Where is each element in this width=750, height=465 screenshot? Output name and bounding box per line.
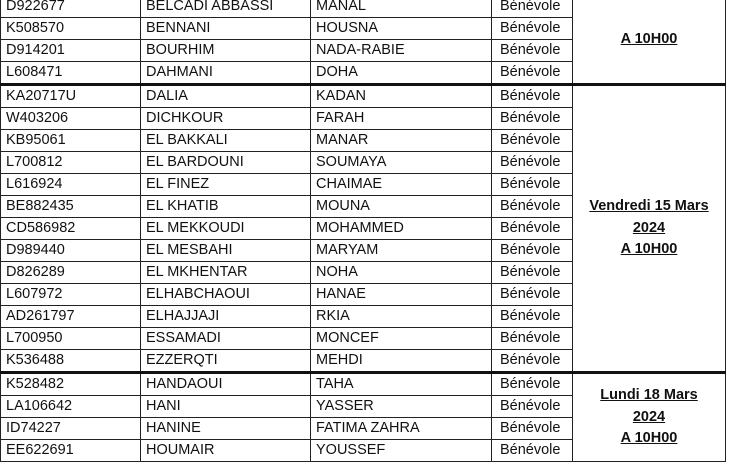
id-number-cell: D914201: [1, 40, 141, 62]
id-number-cell: K528482: [1, 373, 141, 396]
first-name-cell: HOUSNA: [311, 18, 492, 40]
id-number-cell: K508570: [1, 18, 141, 40]
first-name-cell: MOHAMMED: [311, 218, 492, 240]
status-cell: Bénévole: [492, 262, 573, 284]
id-number-cell: L608471: [1, 62, 141, 85]
status-cell: Bénévole: [492, 396, 573, 418]
status-cell: Bénévole: [492, 440, 573, 462]
last-name-cell: HANDAOUI: [141, 373, 311, 396]
id-number-cell: D922677: [1, 0, 141, 18]
id-number-cell: LA106642: [1, 396, 141, 418]
last-name-cell: EL FINEZ: [141, 174, 311, 196]
id-number-cell: ID74227: [1, 418, 141, 440]
first-name-cell: NOHA: [311, 262, 492, 284]
table-row: [1, 373, 726, 396]
last-name-cell: DICHKOUR: [141, 108, 311, 130]
status-cell: Bénévole: [492, 218, 573, 240]
first-name-cell: MANAL: [311, 0, 492, 18]
id-number-cell: BE882435: [1, 196, 141, 218]
last-name-cell: ESSAMADI: [141, 328, 311, 350]
first-name-cell: FATIMA ZAHRA: [311, 418, 492, 440]
id-number-cell: KB95061: [1, 130, 141, 152]
last-name-cell: EL MESBAHI: [141, 240, 311, 262]
id-number-cell: AD261797: [1, 306, 141, 328]
last-name-cell: BENNANI: [141, 18, 311, 40]
first-name-cell: MONCEF: [311, 328, 492, 350]
session-date-cell: [573, 85, 726, 373]
status-cell: Bénévole: [492, 62, 573, 85]
first-name-cell: NADA-RABIE: [311, 40, 492, 62]
status-cell: Bénévole: [492, 418, 573, 440]
id-number-cell: KA20717U: [1, 85, 141, 108]
last-name-cell: HANINE: [141, 418, 311, 440]
status-cell: Bénévole: [492, 0, 573, 18]
last-name-cell: BOURHIM: [141, 40, 311, 62]
first-name-cell: SOUMAYA: [311, 152, 492, 174]
status-cell: Bénévole: [492, 328, 573, 350]
status-cell: Bénévole: [492, 306, 573, 328]
first-name-cell: TAHA: [311, 373, 492, 396]
status-cell: Bénévole: [492, 196, 573, 218]
status-cell: Bénévole: [492, 18, 573, 40]
status-cell: Bénévole: [492, 373, 573, 396]
table-row: [1, 0, 726, 18]
id-number-cell: L700812: [1, 152, 141, 174]
session-date-cell: [573, 0, 726, 85]
last-name-cell: EL BARDOUNI: [141, 152, 311, 174]
last-name-cell: EL BAKKALI: [141, 130, 311, 152]
table-row: [1, 85, 726, 108]
status-cell: Bénévole: [492, 350, 573, 373]
id-number-cell: W403206: [1, 108, 141, 130]
id-number-cell: D826289: [1, 262, 141, 284]
first-name-cell: KADAN: [311, 85, 492, 108]
id-number-cell: EE622691: [1, 440, 141, 462]
first-name-cell: MANAR: [311, 130, 492, 152]
first-name-cell: YOUSSEF: [311, 440, 492, 462]
last-name-cell: EL KHATIB: [141, 196, 311, 218]
session-date-line: Lundi 18 Mars: [600, 387, 698, 404]
session-date-line: A 10H00: [620, 241, 678, 258]
id-number-cell: K536488: [1, 350, 141, 373]
last-name-cell: ELHABCHAOUI: [141, 284, 311, 306]
status-cell: Bénévole: [492, 85, 573, 108]
last-name-cell: ELHAJJAJI: [141, 306, 311, 328]
first-name-cell: RKIA: [311, 306, 492, 328]
first-name-cell: MOUNA: [311, 196, 492, 218]
last-name-cell: EZZERQTI: [141, 350, 311, 373]
status-cell: Bénévole: [492, 40, 573, 62]
session-date-line: 2024: [632, 408, 666, 425]
first-name-cell: MARYAM: [311, 240, 492, 262]
last-name-cell: DAHMANI: [141, 62, 311, 85]
session-date-cell: [573, 373, 726, 462]
status-cell: Bénévole: [492, 130, 573, 152]
session-date-line: A 10H00: [620, 430, 678, 447]
status-cell: Bénévole: [492, 108, 573, 130]
last-name-cell: EL MKHENTAR: [141, 262, 311, 284]
status-cell: Bénévole: [492, 152, 573, 174]
id-number-cell: L700950: [1, 328, 141, 350]
schedule-table-body: [1, 0, 726, 462]
status-cell: Bénévole: [492, 174, 573, 196]
session-date-line: A 10H00: [620, 30, 678, 47]
first-name-cell: FARAH: [311, 108, 492, 130]
last-name-cell: DALIA: [141, 85, 311, 108]
id-number-cell: L607972: [1, 284, 141, 306]
first-name-cell: CHAIMAE: [311, 174, 492, 196]
first-name-cell: MEHDI: [311, 350, 492, 373]
id-number-cell: L616924: [1, 174, 141, 196]
session-date-line: 2024: [632, 219, 666, 236]
first-name-cell: YASSER: [311, 396, 492, 418]
last-name-cell: EL MEKKOUDI: [141, 218, 311, 240]
last-name-cell: HOUMAIR: [141, 440, 311, 462]
last-name-cell: HANI: [141, 396, 311, 418]
first-name-cell: HANAE: [311, 284, 492, 306]
status-cell: Bénévole: [492, 284, 573, 306]
first-name-cell: DOHA: [311, 62, 492, 85]
id-number-cell: D989440: [1, 240, 141, 262]
session-date-line: Vendredi 15 Mars: [589, 198, 709, 215]
last-name-cell: BELCADI ABBASSI: [141, 0, 311, 18]
status-cell: Bénévole: [492, 240, 573, 262]
id-number-cell: CD586982: [1, 218, 141, 240]
